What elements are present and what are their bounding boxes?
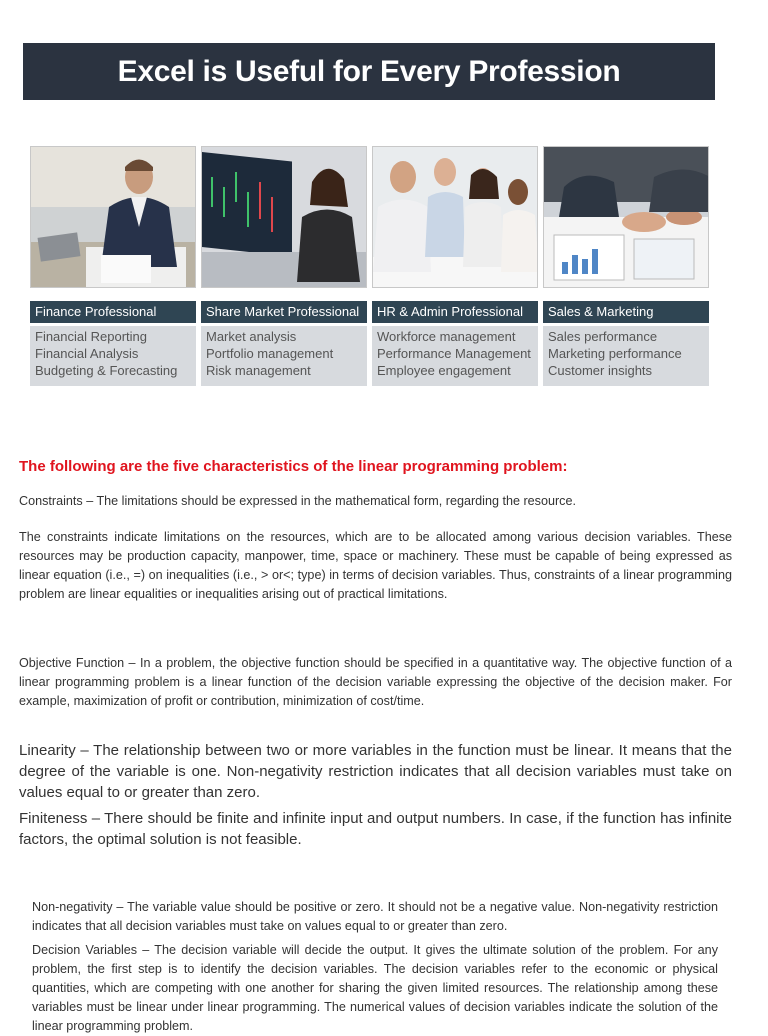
profession-item: Portfolio management [206, 346, 334, 361]
profession-item: Financial Analysis [35, 346, 139, 361]
sales-marketing-photo [543, 146, 709, 288]
banner-title: Excel is Useful for Every Profession [23, 43, 715, 100]
profession-item: Performance Management [377, 346, 531, 361]
profession-item: Market analysis [206, 329, 297, 344]
profession-item: Financial Reporting [35, 329, 148, 344]
profession-item: Workforce management [377, 329, 516, 344]
profession-items [372, 326, 538, 386]
profession-items [543, 326, 709, 386]
profession-items [201, 326, 367, 386]
objective-function-paragraph: Objective Function – In a problem, the objective function should be specified in a quantitative way. The objective function of a linear programming problem is a linear function of the decision variable expressing the objective of the decision maker. For example, maximization of profit or contribution, minimization of cost/time. [19, 656, 732, 708]
decision-variables-paragraph: Decision Variables – The decision variable will decide the output. It gives the ultimate solution of the problem. For any problem, the first step is to identify the decision variables. The decision variables refer to the economic or physical quantities, which are competing with one another for sharing the given limited resources. The relationship among these variables must be linear under linear programming. The numerical values of decision variables indicate the solution of the linear programming problem. [32, 943, 718, 1033]
non-negativity-paragraph: Non-negativity – The variable value should be positive or zero. It should not be a negative value. Non-negativity restriction indicates that all decision variables must take on values equal to or greater than zero. [32, 900, 718, 933]
profession-item: Sales performance [548, 329, 658, 344]
profession-title: HR & Admin Professional [372, 301, 538, 323]
share-market-professional-photo [201, 146, 367, 288]
finiteness-paragraph: Finiteness – There should be finite and infinite input and output numbers. In case, if the function has infinite factors, the optimal solution is not feasible. [19, 810, 732, 848]
profession-item: Marketing performance [548, 346, 682, 361]
finance-professional-photo [30, 146, 196, 288]
profession-item: Customer insights [548, 363, 653, 378]
profession-title: Share Market Professional [201, 301, 367, 323]
constraints-intro: Constraints – The limitations should be expressed in the mathematical form, regarding the resource. [19, 494, 576, 508]
profession-items [30, 326, 196, 386]
profession-cards [30, 146, 710, 388]
linearity-paragraph: Linearity – The relationship between two or more variables in the function must be linear. It means that the degree of the variable is one. Non-negativity restriction indicates that all decision variables must take on values equal to or greater than zero. [19, 742, 732, 801]
profession-item: Budgeting & Forecasting [35, 363, 178, 378]
article-heading: The following are the five characteristics of the linear programming problem: [19, 458, 568, 475]
hr-admin-professional-photo [372, 146, 538, 288]
profession-item: Employee engagement [377, 363, 511, 378]
profession-item: Risk management [206, 363, 311, 378]
profession-title: Sales & Marketing [543, 301, 709, 323]
constraints-detail: The constraints indicate limitations on the resources, which are to be allocated among various decision variables. These resources may be production capacity, manpower, time, space or machinery. These must be capable of being expressed as linear equation (i.e., =) on inequalities (i.e., > or<; type) in terms of decision variables. Thus, constraints of a linear programming problem are linear equalities or inequalities arising out of practical limitations. [19, 530, 732, 601]
profession-title: Finance Professional [30, 301, 196, 323]
